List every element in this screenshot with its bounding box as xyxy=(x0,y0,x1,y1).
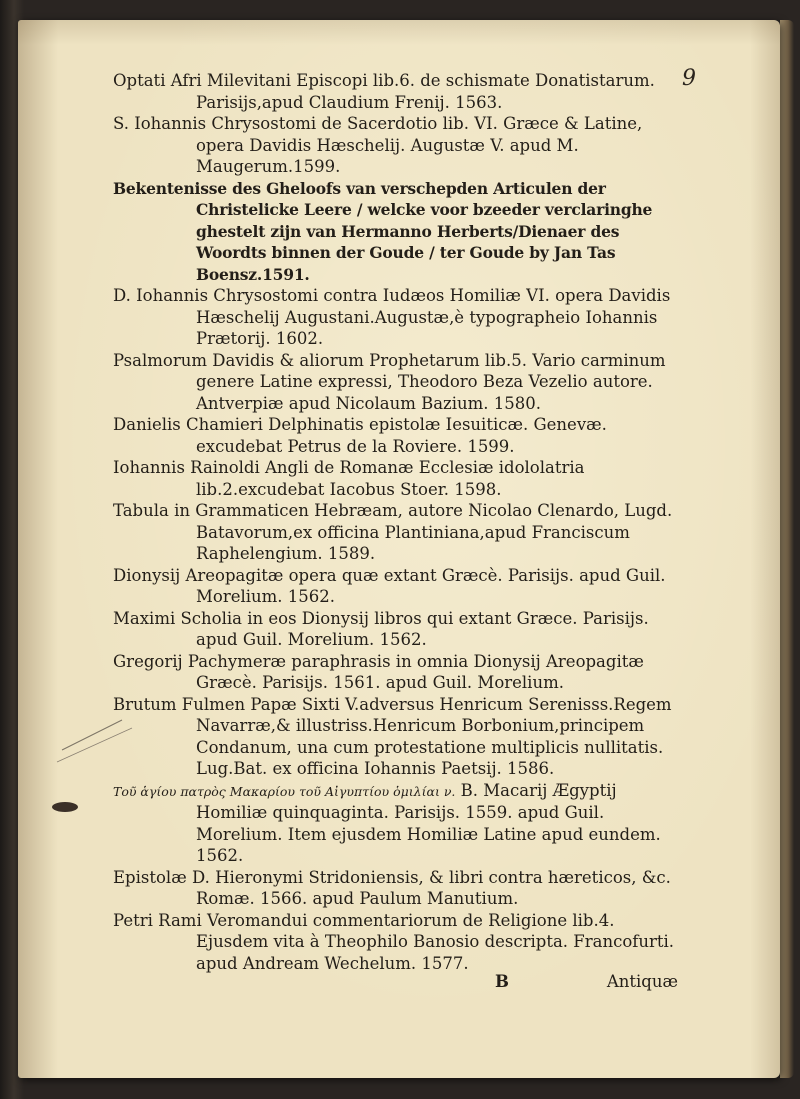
ink-blot xyxy=(50,800,80,814)
list-item: Petri Rami Veromandui commentariorum de Religione lib.4. Ejusdem vita à Theophilo Banosio descripta. Francofurti. apud Andream Wechelum. 1577. xyxy=(113,910,675,973)
list-item: Brutum Fulmen Papæ Sixti V.adversus Henricum Serenisss.Regem Navarræ,& illustriss.Henricum Borbonium,principem Condanum, una cum protestatione multiplicis nullitatis. Lug.Bat. ex officina Iohannis Paetsij. 1586. xyxy=(113,694,672,778)
signature-mark: B xyxy=(495,972,509,991)
page-number: 9 xyxy=(682,66,696,91)
list-item: D. Iohannis Chrysostomi contra Iudæos Homiliæ VI. opera Davidis Hæschelij Augustani.Augustæ,è typographeio Iohannis Prætorij. 1602. xyxy=(113,286,671,348)
list-item: Iohannis Rainoldi Angli de Romanæ Ecclesiæ idololatria lib.2.excudebat Iacobus Stoer. 1598. xyxy=(113,458,585,499)
list-item: Psalmorum Davidis & aliorum Prophetarum lib.5. Vario carminum genere Latine expressi, Theodoro Beza Vezelio autore. Antverpiæ apud Nicolaum Bazium. 1580. xyxy=(113,350,666,413)
list-item: Gregorij Pachymeræ paraphrasis in omnia Dionysij Areopagitæ Græcè. Parisijs. 1561. apud Guil. Morelium. xyxy=(113,651,644,692)
list-item: Optati Afri Milevitani Episcopi lib.6. de schismate Donatistarum. Parisijs,apud Claudium Frenij. 1563. xyxy=(113,71,655,112)
greek-title: Τοῦ ἁγίου πατρὸς Μακαρίου τοῦ Αἰγυπτίου ὁμιλίαι ν. xyxy=(113,783,456,799)
catchword: Antiquæ xyxy=(606,972,678,991)
list-item xyxy=(113,780,678,867)
entry-text: B. Macarij Ægyptij Homiliæ quinquaginta. Parisijs. 1559. apud Guil. Morelium. Item ejusdem Homiliæ Latine apud eundem. 1562. xyxy=(196,780,661,865)
book-fore-edge xyxy=(780,20,794,1078)
page-footer xyxy=(113,972,678,996)
list-item: Dionysij Areopagitæ opera quæ extant Græcè. Parisijs. apud Guil. Morelium. 1562. xyxy=(113,565,666,606)
list-item: Epistolæ D. Hieronymi Stridoniensis, & libri contra hæreticos, &c. Romæ. 1566. apud Paulum Manutium. xyxy=(113,867,671,908)
bibliography-list xyxy=(113,70,678,974)
list-item: Bekentenisse des Gheloofs van verschepden Articulen der Christelicke Leere / welcke voor bzeeder verclaringhe ghestelt zijn van Hermanno Herberts/Dienaer des Woordts binnen der Goude / ter Goude by Jan Tas Boensz.1591. xyxy=(113,178,653,284)
list-item: Tabula in Grammaticen Hebræam, autore Nicolao Clenardo, Lugd. Batavorum,ex officina Plantiniana,apud Franciscum Raphelengium. 1589. xyxy=(113,501,673,563)
list-item: Danielis Chamieri Delphinatis epistolæ Iesuiticæ. Genevæ. excudebat Petrus de la Roviere. 1599. xyxy=(113,415,607,456)
list-item: Maximi Scholia in eos Dionysij libros qui extant Græce. Parisijs. apud Guil. Morelium. 1562. xyxy=(113,608,649,649)
list-item: S. Iohannis Chrysostomi de Sacerdotio lib. VI. Græce & Latine, opera Davidis Hæschelij. Augustæ V. apud M. Maugerum.1599. xyxy=(113,114,643,176)
